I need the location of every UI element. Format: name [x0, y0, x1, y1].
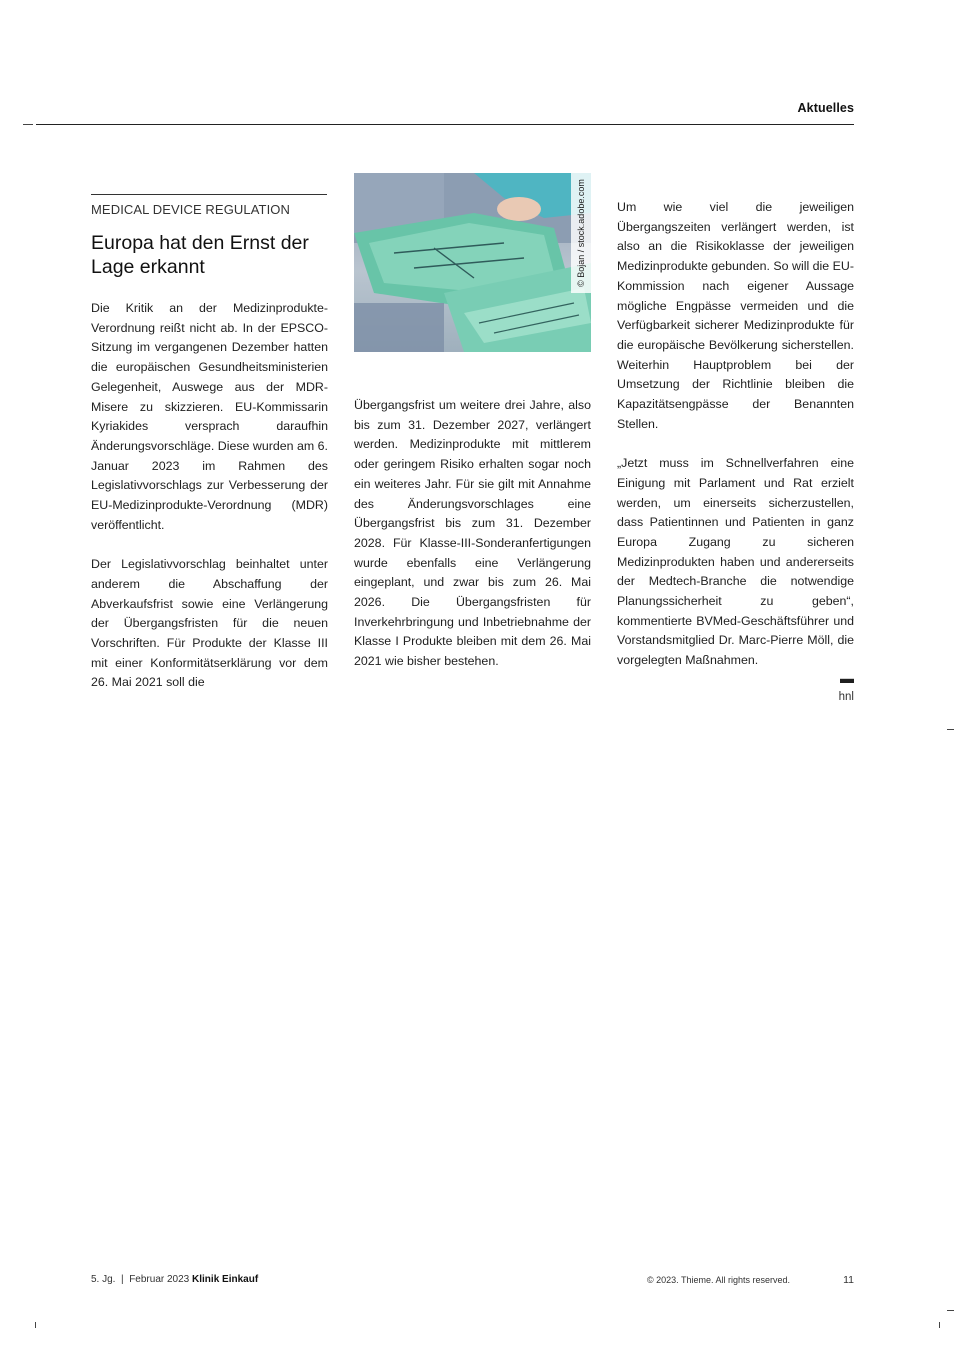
crop-mark [947, 1310, 954, 1311]
crop-mark [35, 1322, 36, 1328]
footer-issue: Februar 2023 [129, 1274, 190, 1285]
article-paragraph: Übergangsfrist um weitere drei Jahre, also bis zum 31. Dezember 2027, verlängert werden. Medizinprodukte mit mittlerem oder geringem Risiko erhalten sogar noch ein weiteres Jahr. Für sie gilt mit Annahme des Änderungsvorschlages eine Übergangsfrist bis zum 31. Dezember 2028. Für Klasse-III-Sonderanfertigungen wurde ebenfalls eine Verlängerung eingeplant, und zwar bis zum 26. Mai 2026. Die Übergangsfristen für Inverkehrbringung und Inbetriebnahme der Klasse I Produkte bleiben mit dem 26. Mai 2021 wie bisher bestehen. [354, 398, 591, 669]
crop-mark [939, 1322, 940, 1328]
article-photo [354, 173, 591, 352]
photo-credit [571, 173, 591, 293]
section-label: Aktuelles [797, 101, 854, 115]
article-paragraph: „Jetzt muss im Schnellverfahren eine Einigung mit Parlament und Rat erzielt werden, um einerseits sicherzustellen, dass Patientinnen und Patienten in ganz Europa Zugang zu sicheren Medizinprodukten haben und andererseits der Medtech-Branche die notwendige Planungssicherheit zu geben“, kommentierte BVMed-Geschäftsführer und Vorstandsmitglied Dr. Marc-Pierre Möll, die vorgelegten Maßnahmen. [617, 456, 854, 668]
footer-volume: 5. Jg. [91, 1274, 116, 1285]
article-paragraph: Um wie viel die jeweiligen Übergangszeiten verlängert werden, ist also an die Risikoklasse der jeweiligen Medizinprodukte gebunden. So will die EU-Kommission nach eigener Aussage mögliche Engpässe vermeiden und die Verfügbarkeit sicherer Medizinprodukte für die europäische Bevölkerung sicherstellen. Weiterhin Hauptproblem bei der Umsetzung der Richtlinie bleiben die Kapazitätsengpässe der Benannten Stellen. [617, 200, 854, 431]
article-headline: Europa hat den Ernst der Lage erkannt [91, 232, 309, 278]
article-column-3 [617, 198, 854, 705]
footer-journal: Klinik Einkauf [192, 1274, 259, 1285]
photo-credit-text: © Bojan / stock.adobe.com [576, 179, 586, 287]
article-kicker: MEDICAL DEVICE REGULATION [91, 202, 290, 217]
article-column-1 [91, 194, 328, 693]
crop-mark [947, 729, 954, 730]
footer-copyright: © 2023. Thieme. All rights reserved. [647, 1275, 791, 1285]
footer-separator: | [121, 1274, 124, 1285]
crop-mark [23, 124, 33, 125]
page-number: 11 [843, 1274, 854, 1286]
header-rule [36, 124, 854, 125]
article-paragraph: Der Legislativvorschlag beinhaltet unter anderem die Abschaffung der Abverkaufsfrist sowie eine Verlängerung der Übergangsfristen für die neuen Vorschriften. Für Produkte der Klasse III mit einer Konformitätserklärung vor dem 26. Mai 2021 soll die [91, 557, 328, 690]
author-signoff: hnl [838, 690, 854, 703]
footer-issue-info [91, 1273, 258, 1287]
article-paragraph: Die Kritik an der Medizinprodukte-Verordnung reißt nicht ab. In der EPSCO-Sitzung im vergangenen Dezember hatten die europäischen Gesundheitsministerien Gelegenheit, Auswege aus der MDR-Misere zu skizzieren. EU-Kommissarin Kyriakides versprach daraufhin Änderungsvorschläge. Diese wurden am 6. Januar 2023 im Rahmen des Legislativvorschlags zur Verbesserung der EU-Medizinprodukte-Verordnung (MDR) veröffentlicht. [91, 301, 328, 532]
article-column-2 [354, 396, 591, 672]
kicker-rule [91, 194, 327, 195]
article-end-mark: ▬ [840, 669, 854, 686]
